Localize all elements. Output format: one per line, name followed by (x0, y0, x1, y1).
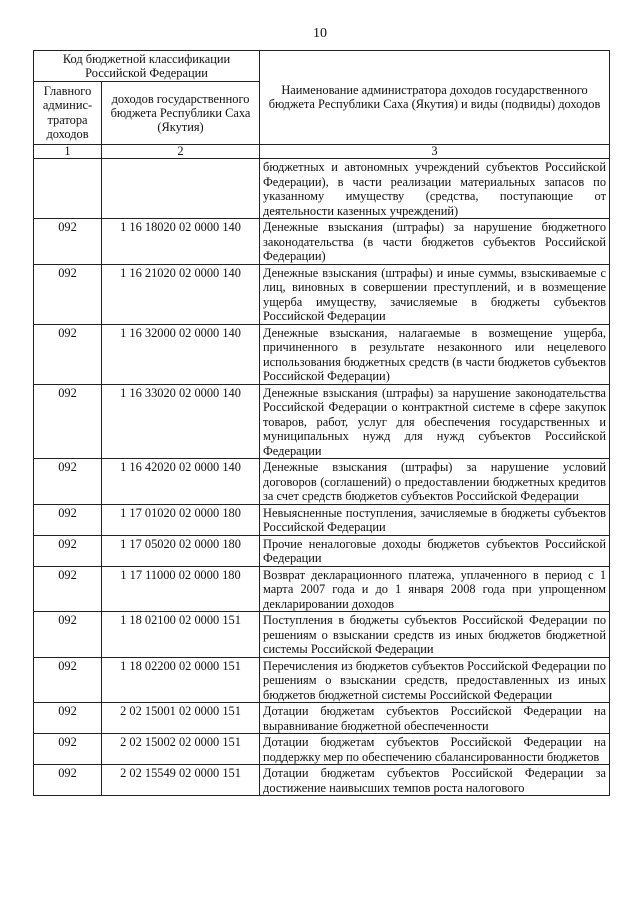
header-classification-code: Код бюджетной классификации Российской Федерации (34, 51, 260, 82)
admin-code-cell: 092 (34, 535, 102, 566)
income-code-cell: 1 18 02100 02 0000 151 (102, 612, 260, 658)
page-number: 10 (313, 26, 327, 41)
income-code-cell: 1 18 02200 02 0000 151 (102, 657, 260, 703)
table-row (34, 535, 610, 566)
admin-code-cell: 092 (34, 504, 102, 535)
income-code-cell (102, 159, 260, 219)
income-name-cell: Дотации бюджетам субъектов Российской Федерации на поддержку мер по обеспечению сбалансированности бюджетов (260, 734, 610, 765)
table-row (34, 504, 610, 535)
income-code-cell: 2 02 15549 02 0000 151 (102, 765, 260, 796)
budget-classification-table (33, 50, 610, 796)
header-admin-line: Главного (43, 84, 92, 98)
income-code-cell: 1 16 42020 02 0000 140 (102, 459, 260, 505)
table-row (34, 657, 610, 703)
income-code-cell: 1 17 01020 02 0000 180 (102, 504, 260, 535)
income-name-cell: бюджетных и автономных учреждений субъектов Российской Федерации), в части реализации материальных запасов по указанному имуществу (средства, поступающие от деятельности казенных учреждений) (260, 159, 610, 219)
header-income-column: доходов государственного бюджета Республики Саха (Якутия) (102, 81, 260, 144)
income-code-cell: 1 16 18020 02 0000 140 (102, 219, 260, 265)
income-code-cell: 1 16 21020 02 0000 140 (102, 264, 260, 324)
admin-code-cell: 092 (34, 765, 102, 796)
table-row (34, 703, 610, 734)
admin-code-cell (34, 159, 102, 219)
income-name-cell: Денежные взыскания (штрафы) и иные суммы, взыскиваемые с лиц, виновных в совершении преступлений, и в возмещение ущерба имуществу, зачисляемые в бюджеты субъектов Российской Федерации (260, 264, 610, 324)
admin-code-cell: 092 (34, 734, 102, 765)
header-name-column: Наименование администратора доходов государственного бюджета Республики Саха (Якутия) и виды (подвиды) доходов (260, 51, 610, 145)
header-admin-line: админис- (42, 98, 93, 113)
header-admin-line: тратора (47, 112, 88, 127)
income-name-cell: Денежные взыскания (штрафы) за нарушение бюджетного законодательства (в части бюджетов субъектов Российской Федерации) (260, 219, 610, 265)
column-number-1: 1 (34, 144, 102, 159)
column-number-3: 3 (260, 144, 610, 159)
income-code-cell: 1 16 32000 02 0000 140 (102, 324, 260, 384)
admin-code-cell: 092 (34, 566, 102, 612)
table-row (34, 612, 610, 658)
admin-code-cell: 092 (34, 657, 102, 703)
income-name-cell: Денежные взыскания (штрафы) за нарушение законодательства Российской Федерации о контрактной системе в сфере закупок товаров, работ, услуг для обеспечения государственных и муниципальных нужд для нужд субъектов Российской Федерации (260, 384, 610, 459)
income-name-cell: Прочие неналоговые доходы бюджетов субъектов Российской Федерации (260, 535, 610, 566)
income-name-cell: Перечисления из бюджетов субъектов Российской Федерации по решениям о взыскании средств, предоставленных из иных бюджетов бюджетной системы Российской Федерации (260, 657, 610, 703)
income-code-cell: 1 17 11000 02 0000 180 (102, 566, 260, 612)
table-row (34, 566, 610, 612)
income-code-cell: 2 02 15002 02 0000 151 (102, 734, 260, 765)
header-admin-column (34, 81, 102, 144)
column-number-2: 2 (102, 144, 260, 159)
income-name-cell: Дотации бюджетам субъектов Российской Федерации за достижение наивысших темпов роста налогового (260, 765, 610, 796)
income-name-cell: Возврат декларационного платежа, уплаченного в период с 1 марта 2007 года и до 1 января 2008 года при упрощенном декларировании доходов (260, 566, 610, 612)
table-row (34, 159, 610, 219)
admin-code-cell: 092 (34, 459, 102, 505)
table-row (34, 734, 610, 765)
table-row (34, 384, 610, 459)
admin-code-cell: 092 (34, 324, 102, 384)
income-name-cell: Поступления в бюджеты субъектов Российской Федерации по решениям о взыскании средств из иных бюджетов бюджетной системы Российской Федерации (260, 612, 610, 658)
header-admin-line: доходов (46, 126, 89, 141)
table-row (34, 219, 610, 265)
table-row (34, 324, 610, 384)
income-name-cell: Денежные взыскания, налагаемые в возмещение ущерба, причиненного в результате незаконного или нецелевого использования бюджетных средств (в части бюджетов субъектов Российской Федерации) (260, 324, 610, 384)
income-name-cell: Денежные взыскания (штрафы) за нарушение условий договоров (соглашений) о предоставлении бюджетных кредитов за счет средств бюджетов субъектов Российской Федерации (260, 459, 610, 505)
table-row (34, 459, 610, 505)
admin-code-cell: 092 (34, 703, 102, 734)
income-code-cell: 1 17 05020 02 0000 180 (102, 535, 260, 566)
income-code-cell: 2 02 15001 02 0000 151 (102, 703, 260, 734)
table-row (34, 765, 610, 796)
admin-code-cell: 092 (34, 219, 102, 265)
admin-code-cell: 092 (34, 384, 102, 459)
income-name-cell: Невыясненные поступления, зачисляемые в бюджеты субъектов Российской Федерации (260, 504, 610, 535)
income-name-cell: Дотации бюджетам субъектов Российской Федерации на выравнивание бюджетной обеспеченности (260, 703, 610, 734)
admin-code-cell: 092 (34, 264, 102, 324)
table-row (34, 264, 610, 324)
admin-code-cell: 092 (34, 612, 102, 658)
income-code-cell: 1 16 33020 02 0000 140 (102, 384, 260, 459)
